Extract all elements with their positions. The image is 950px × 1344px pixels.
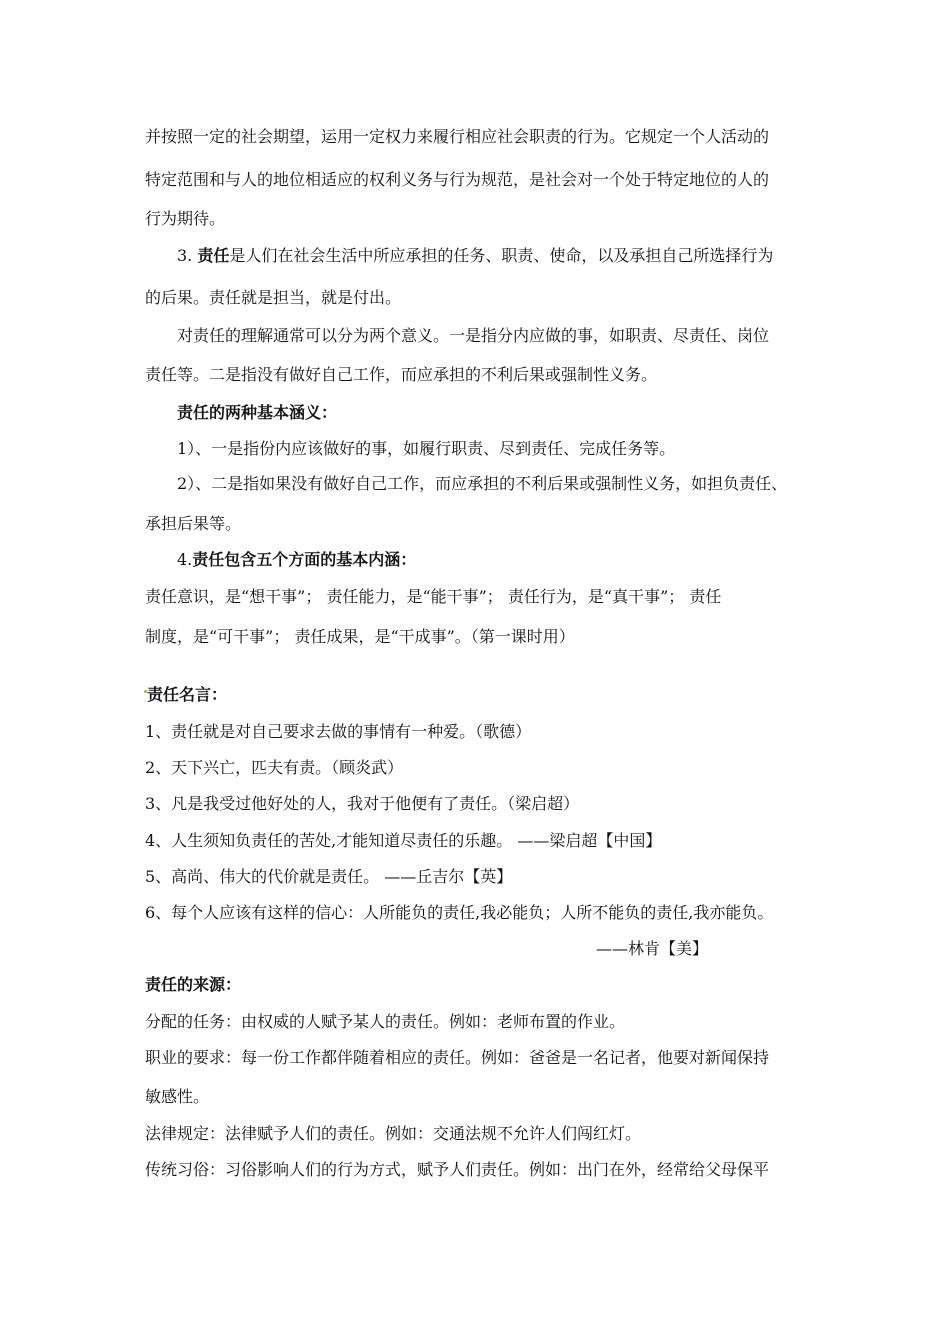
item-number: 4. [177,550,193,569]
paragraph-line: 分配的任务：由权威的人赋予某人的责任。例如：老师布置的作业。 [145,1012,626,1031]
paragraph-line: 责任等。二是指没有做好自己工作，而应承担的不利后果或强制性义务。 [145,365,658,384]
paragraph-line: 特定范围和与人的地位相适应的权利义务与行为规范，是社会对一个处于特定地位的人的 [145,170,770,189]
quote-attribution: ——林肯【美】 [596,939,709,958]
paragraph-line: 责任意识，是“想干事”； 责任能力，是“能干事”； 责任行为，是“真干事”； 责任 [145,587,722,606]
section-heading: 责任名言： [147,685,228,704]
paragraph-line: 承担后果等。 [145,514,242,533]
paragraph-line: 敏感性。 [145,1087,210,1106]
quote-item: 4、人生须知负责任的苦处,才能知道尽责任的乐趣。 ——梁启超【中国】 [145,831,662,850]
paragraph-line: 法律规定：法律赋予人们的责任。例如：交通法规不允许人们闯红灯。 [145,1124,642,1143]
item-number: 3. [177,246,198,265]
section-heading: 责任的两种基本涵义： [177,403,338,422]
heading-text: 责任包含五个方面的基本内涵： [192,550,417,569]
quote-item: 1、责任就是对自己要求去做的事情有一种爱。（歌德） [145,722,532,741]
section-heading [177,550,416,570]
quote-item: 6、每个人应该有这样的信心：人所能负的责任,我必能负；人所不能负的责任,我亦能负。 [145,903,774,922]
paragraph-line: 行为期待。 [145,209,226,228]
list-item: 1）、一是指份内应该做好的事，如履行职责、尽到责任、完成任务等。 [177,439,676,458]
quote-item: 3、凡是我受过他好处的人，我对于他便有了责任。（梁启超） [145,794,580,813]
quote-item: 5、高尚、伟大的代价就是责任。 ——丘吉尔【英】 [145,867,513,886]
quote-item: 2、天下兴亡，匹夫有责。（顾炎武） [145,758,404,777]
paragraph-line: 传统习俗：习俗影响人们的行为方式，赋予人们责任。例如：出门在外，经常给父母保平 [145,1160,770,1179]
definition-text: 是人们在社会生活中所应承担的任务、职责、使命，以及承担自己所选择行为 [229,246,774,265]
paragraph-line: 并按照一定的社会期望，运用一定权力来履行相应社会职责的行为。它规定一个人活动的 [145,127,770,146]
section-heading: 责任的来源： [145,975,242,994]
list-item: 2）、二是指如果没有做好自己工作，而应承担的不利后果或强制性义务，如担负责任、 [177,474,788,493]
definition-responsibility [177,246,773,266]
paragraph-line: 的后果。责任就是担当，就是付出。 [145,288,402,307]
paragraph-line: 职业的要求：每一份工作都伴随着相应的责任。例如：爸爸是一名记者，他要对新闻保持 [145,1048,770,1067]
paragraph-line: 对责任的理解通常可以分为两个意义。一是指分内应做的事，如职责、尽责任、岗位 [177,326,770,345]
term-responsibility: 责任 [197,246,230,265]
paragraph-line: 制度，是“可干事”； 责任成果，是“干成事”。（第一课时用） [145,627,575,646]
